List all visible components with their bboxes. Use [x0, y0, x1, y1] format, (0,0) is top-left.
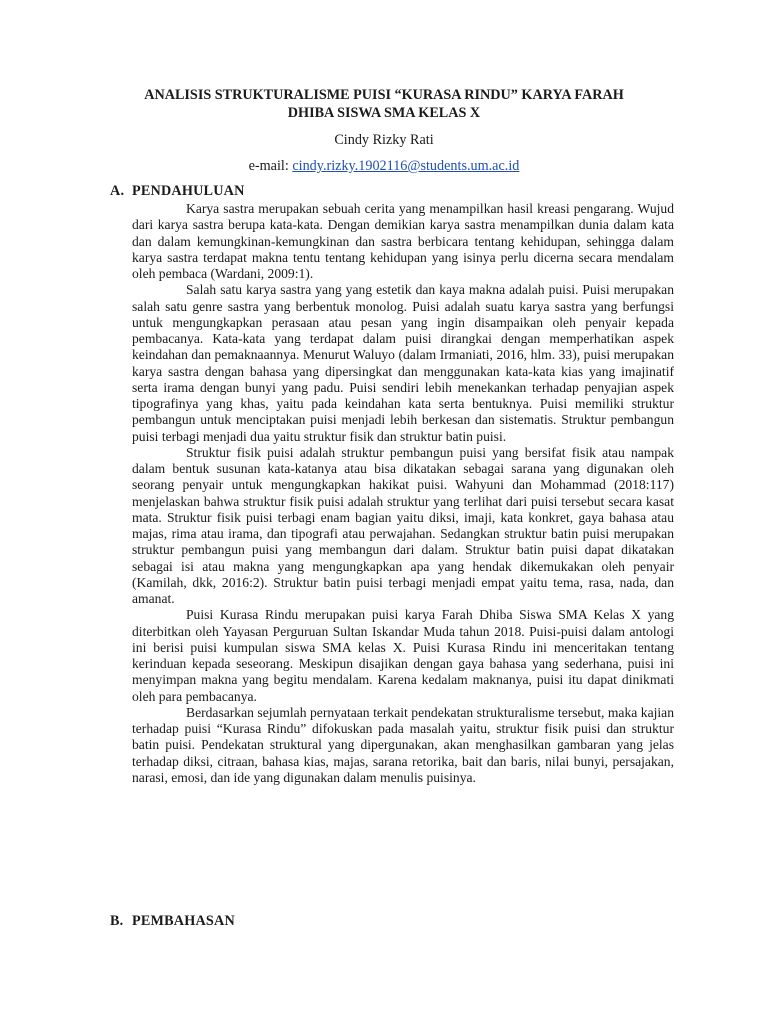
section-body-pendahuluan — [132, 201, 674, 786]
paragraph: Berdasarkan sejumlah pernyataan terkait pendekatan strukturalisme tersebut, maka kajian terhadap puisi “Kurasa Rindu” difokuskan pada masalah yaitu, struktur fisik puisi dan struktur batin puisi. Pendekatan struktural yang dipergunakan, akan menghasilkan gambaran yang jelas terhadap diksi, citraan, bahasa kias, majas, sarana retorika, bait dan baris, nilai bunyi, persajakan, narasi, emosi, dan ide yang digunakan dalam menulis puisinya. — [132, 704, 674, 785]
section-title: PEMBAHASAN — [132, 913, 235, 929]
paragraph: Struktur fisik puisi adalah struktur pembangun puisi yang bersifat fisik atau nampak dalam bentuk susunan kata-katanya atau bisa dikatakan sebagai sarana yang digunakan oleh seorang penyair untuk mengungkapkan hakikat puisi. Wahyuni dan Mohammad (2018:117) menjelaskan bahwa struktur fisik puisi adalah struktur yang terlihat dari puisi tersebut secara kasat mata. Struktur fisik puisi terbagi enam bagian yaitu diksi, imaji, kata konkret, gaya bahasa atau majas, rima atau irama, dan tipografi atau perwajahan. Sedangkan struktur batin puisi merupakan struktur pembangun puisi yang membangun dari dalam. Struktur batin puisi dapat dikatakan sebagai isi atau makna yang mengungkapkan apa yang hendak dikemukakan oleh penyair (Kamilah, dkk, 2016:2). Struktur batin puisi terbagi menjadi empat yaitu tema, rasa, nada, dan amanat. — [132, 444, 674, 606]
author-email — [100, 157, 668, 175]
email-label: e-mail: — [248, 158, 289, 174]
paragraph: Puisi Kurasa Rindu merupakan puisi karya Farah Dhiba Siswa SMA Kelas X yang diterbitkan oleh Yayasan Perguruan Sultan Iskandar Muda tahun 2018. Puisi-puisi dalam antologi ini berisi puisi kumpulan siswa SMA kelas X. Puisi Kurasa Rindu ini menceritakan tentang kerinduan kepada seseorang. Meskipun disajikan dengan gaya bahasa yang sederhana, puisi ini menyimpan makna yang begitu mendalam. Karena kedalam maknanya, puisi itu dapat dinikmati oleh para pembacanya. — [132, 607, 674, 704]
section-number: B. — [110, 913, 124, 929]
paragraph: Salah satu karya sastra yang yang estetik dan kaya makna adalah puisi. Puisi merupakan salah satu genre sastra yang berbentuk monolog. Puisi adalah suatu karya sastra yang berfungsi untuk mengungkapkan perasaan atau pesan yang ingin disampaikan oleh penyair kepada pembacanya. Kata-kata yang terdapat dalam puisi dirangkai dengan memperhatikan aspek keindahan dan pemaknaannya. Menurut Waluyo (dalam Irmaniati, 2016, hlm. 33), puisi merupakan karya sastra dengan bahasa yang dipersingkat dan menggunakan kata-kata kias yang imajinatif serta irama dengan bunyi yang padu. Puisi sendiri lebih menekankan terhadap penyajian aspek tipografinya yang khas, yaitu pada keindahan kata serta bentuknya. Puisi memiliki struktur pembangun untuk menciptakan puisi menjadi lebih berkesan dan sistematis. Struktur pembangun puisi terbagi menjadi dua yaitu struktur fisik dan struktur batin puisi. — [132, 282, 674, 444]
paragraph: Karya sastra merupakan sebuah cerita yang menampilkan hasil kreasi pengarang. Wujud dari karya sastra berupa kata-kata. Dengan demikian karya sastra menampilkan dunia dalam kata dan dalam kemungkinan-kemungkinan dan sastra berbicara tentang kehidupan, sehingga dalam karya sastra terdapat makna tentu tentang kehidupan yang isinya perlu dicerna secara mendalam oleh pembaca (Wardani, 2009:1). — [132, 201, 674, 281]
email-link[interactable]: cindy.rizky.1902116@students.um.ac.id — [292, 158, 520, 174]
section-heading-pendahuluan — [110, 182, 245, 200]
title-line-2: DHIBA SISWA SMA KELAS X — [287, 105, 481, 121]
section-number: A. — [110, 183, 125, 199]
paper-title — [100, 86, 668, 122]
title-line-1: ANALISIS STRUKTURALISME PUISI “KURASA RINDU” KARYA FARAH — [144, 87, 624, 103]
author-name: Cindy Rizky Rati — [334, 132, 434, 148]
section-title: PENDAHULUAN — [132, 183, 245, 199]
section-heading-pembahasan — [110, 912, 235, 930]
